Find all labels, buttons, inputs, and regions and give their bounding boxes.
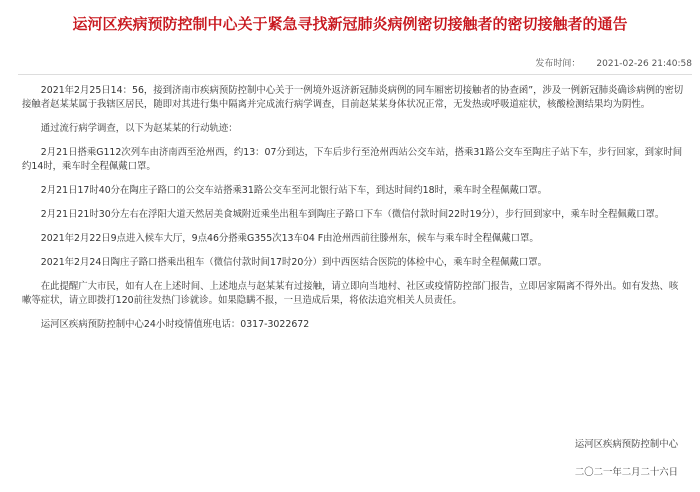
paragraph-reminder: 在此提醒广大市民，如有人在上述时间、上述地点与赵某某有过接触，请立即向当地村、社区或疫情防控部门报告，立即居家隔离不得外出。如有发热、咳嗽等症状，请立即拨打120前往发热门诊就诊。如果隐瞒不报，一旦造成后果，将依法追究相关人员责任。	[22, 281, 679, 306]
paragraph-hotline: 运河区疾病预防控制中心24小时疫情值班电话：0317-3022672	[40, 319, 310, 330]
paragraph-trajectory-4: 2021年2月22日9点进入候车大厅，9点46分搭乘G355次13车04 F由沧州西前往滕州东，候车与乘车时全程佩戴口罩。	[40, 233, 539, 244]
notice-title: 运河区疾病预防控制中心关于紧急寻找新冠肺炎病例密切接触者的密切接触者的通告	[72, 15, 628, 33]
notice-body	[22, 84, 686, 342]
signature-date: 二〇二一年二月二十六日	[574, 467, 678, 478]
paragraph-trajectory-2: 2月21日17时40分在陶庄子路口的公交车站搭乘31路公交车至河北银行站下车，到达时间约18时，乘车时全程佩戴口罩。	[40, 185, 548, 196]
paragraph-trajectory-3: 2月21日21时30分左右在浮阳大道天然居美食城附近乘坐出租车到陶庄子路口下车（微信付款时间22时19分），步行回到家中，乘车时全程佩戴口罩。	[40, 209, 665, 220]
header-divider	[18, 74, 692, 75]
paragraph-trajectory-1: 2月21日搭乘G112次列车由济南西至沧州西，约13：07分到达，下车后步行至沧州西站公交车站，搭乘31路公交车至陶庄子站下车，步行回家，到家时间约14时，乘车时全程佩戴口罩。	[22, 147, 683, 172]
publish-info	[535, 58, 692, 70]
paragraph-trajectory-5: 2021年2月24日陶庄子路口搭乘出租车（微信付款时间17时20分）到中西医结合医院的体检中心，乘车时全程佩戴口罩。	[40, 257, 548, 268]
publish-time: 2021-02-26 21:40:58	[596, 59, 692, 69]
signature-org: 运河区疾病预防控制中心	[574, 439, 678, 450]
paragraph-trajectory-heading: 通过流行病学调查，以下为赵某某的行动轨迹：	[40, 123, 238, 134]
paragraph-intro: 2021年2月25日14：56，接到济南市疾病预防控制中心关于一例境外返济新冠肺炎病例的同车厢密切接触者的协查函”，涉及一例新冠肺炎确诊病例的密切接触者赵某某属于我辖区居民，随即对其进行集中隔离并完成流行病学调查，目前赵某某身体状况正常，无发热或呼吸道症状，核酸检测结果均为阴性。	[22, 85, 684, 110]
publish-label: 发布时间：	[535, 59, 581, 69]
